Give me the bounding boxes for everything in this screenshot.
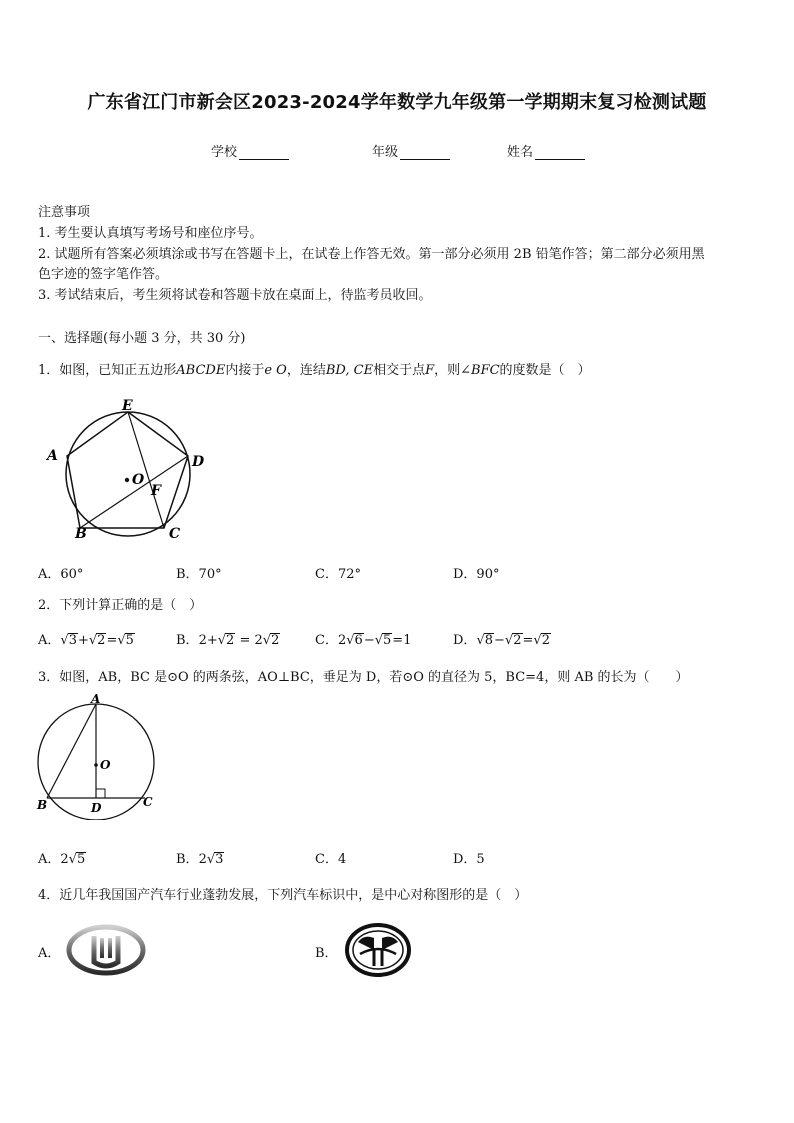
q2-option-c[interactable]: C．2√6−√5=1 [315,633,412,648]
name-blank [535,146,585,160]
name-label: 姓名 [507,145,534,160]
page-title: 广东省江门市新会区2023-2024学年数学九年级第一学期期末复习检测试题 [87,92,707,113]
q3-circle-figure [34,692,164,820]
note-item-1: 1. 考生要认真填写考场号和座位序号。 [38,226,263,241]
q4-option-b[interactable]: B． [315,946,338,961]
q1-label-C: C [169,526,181,542]
q1-option-d[interactable]: D．90° [453,567,500,582]
q3-option-d[interactable]: D．5 [453,852,485,867]
q1-label-E: E [122,398,133,414]
grade-field[interactable] [372,141,450,160]
q1-stem: 1．如图，已知正五边形ABCDE内接于e O，连结BD, CE相交于点F，则∠BFC的度数是（ ） [38,363,591,378]
q1-option-b[interactable]: B．70° [176,567,222,582]
q1-label-B: B [75,526,87,542]
q4-option-a[interactable]: A． [38,946,61,961]
q4-stem: 4．近几年我国国产汽车行业蓬勃发展，下列汽车标识中，是中心对称图形的是（ ） [38,888,528,903]
q1-pentagon-figure [40,396,210,546]
q3-label-B: B [37,798,48,812]
q1-label-O: O [132,472,145,488]
q1-option-c[interactable]: C．72° [315,567,361,582]
q1-option-a[interactable]: A．60° [38,567,84,582]
q3-option-a[interactable]: A．2√5 [38,852,86,867]
brilliance-logo-icon[interactable] [344,922,412,978]
note-item-3: 3. 考试结束后，考生须将试卷和答题卡放在桌面上，待监考员收回。 [38,288,432,303]
q1-label-F: F [151,483,161,499]
q2-option-d[interactable]: D．√8−√2=√2 [453,633,550,648]
q2-stem: 2．下列计算正确的是（ ） [38,598,203,613]
section-heading: 一、选择题(每小题 3 分，共 30 分) [38,331,246,346]
school-blank [239,146,289,160]
school-field[interactable] [211,141,289,160]
note-item-2: 2. 试题所有答案必须填涂或书写在答题卡上，在试卷上作答无效。第一部分必须用 2B 铅笔作答；第二部分必须用黑 [38,247,705,262]
q2-option-a[interactable]: A．√3+√2=√5 [38,633,134,648]
note-item-2-cont: 色字迹的签字笔作答。 [38,267,169,282]
q1-label-D: D [192,454,205,470]
q3-label-O: O [100,758,111,772]
great-wall-logo-icon[interactable] [66,924,146,976]
grade-blank [400,146,450,160]
q3-option-b[interactable]: B．2√3 [176,852,224,867]
q3-option-c[interactable]: C．4 [315,852,347,867]
q1-label-A: A [47,448,58,464]
school-label: 学校 [211,145,238,160]
q3-label-A: A [91,692,101,706]
notes-heading: 注意事项 [38,205,91,220]
q3-label-C: C [143,795,153,809]
name-field[interactable] [507,141,585,160]
q3-label-D: D [91,801,102,815]
q2-option-b[interactable]: B．2+√2 = 2√2 [176,633,280,648]
q3-stem: 3．如图，AB，BC 是⊙O 的两条弦，AO⊥BC，垂足为 D，若⊙O 的直径为 5，BC=4，则 AB 的长为（ ） [38,670,689,685]
grade-label: 年级 [372,145,399,160]
